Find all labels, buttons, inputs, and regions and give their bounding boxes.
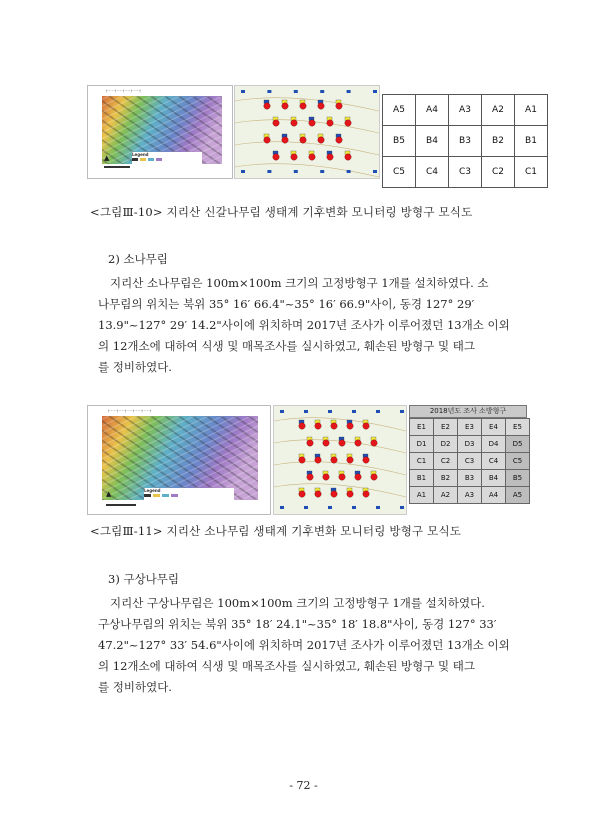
grid-cell: E3 [458, 419, 482, 436]
grid-cell: C1 [410, 453, 434, 470]
flag-icon [241, 170, 245, 173]
plot-marker [355, 474, 361, 480]
plot-marker [336, 103, 342, 109]
north-arrow-icon: ▲ [104, 154, 110, 162]
flag-icon [347, 170, 351, 173]
plot-marker [299, 491, 305, 497]
section2-line: 를 정비하였다. [98, 360, 172, 374]
plot-marker [323, 440, 329, 446]
plot-marker [300, 137, 306, 143]
grid-cell: B1 [410, 470, 434, 487]
plot-marker [331, 491, 337, 497]
grid-cell: C2 [434, 453, 458, 470]
flag-icon [400, 506, 404, 509]
section3-line: 를 정비하였다. [98, 680, 172, 694]
grid-cell: B5 [383, 126, 416, 157]
plot-marker [299, 423, 305, 429]
plot-marker [363, 423, 369, 429]
grid-row [410, 487, 530, 504]
grid-cell: E5 [506, 419, 530, 436]
plot-marker [299, 457, 305, 463]
grid-cell: A2 [482, 95, 515, 126]
plot-marker [347, 457, 353, 463]
plot-marker [331, 457, 337, 463]
plot-marker [339, 440, 345, 446]
grid-cell: A3 [458, 487, 482, 504]
grid-cell: E2 [434, 419, 458, 436]
figure2-grid-title: 2018년도 조사 소방형구 [409, 405, 527, 418]
plot-marker [315, 457, 321, 463]
plot-marker [345, 120, 351, 126]
flag-icon [400, 410, 404, 413]
grid-cell: D3 [458, 436, 482, 453]
grid-cell: A4 [416, 95, 449, 126]
flag-icon [294, 170, 298, 173]
grid-cell: B2 [482, 126, 515, 157]
map-top-ticks: ┼ ─ ─ ┼ ─ ─ ┼ ─ ─ ┼ ─ ─ ┼ [106, 89, 141, 93]
grid-row [410, 470, 530, 487]
grid-cell: A2 [434, 487, 458, 504]
figure1-terrain-map [87, 85, 233, 179]
plot-marker [323, 474, 329, 480]
section2-paragraph [98, 273, 510, 378]
plot-marker [273, 120, 279, 126]
plot-marker [347, 423, 353, 429]
figure2-quadrat-grid [409, 418, 530, 504]
flag-icon [376, 410, 380, 413]
plot-marker [264, 137, 270, 143]
grid-cell: B3 [458, 470, 482, 487]
plot-marker [291, 120, 297, 126]
grid-cell: C3 [458, 453, 482, 470]
plot-marker [363, 491, 369, 497]
plot-marker [264, 103, 270, 109]
grid-row [383, 157, 548, 188]
grid-cell: A1 [410, 487, 434, 504]
figure1-quadrat-grid [382, 94, 548, 188]
flag-icon [347, 90, 351, 93]
plot-marker [371, 440, 377, 446]
grid-cell: A3 [449, 95, 482, 126]
page-number: - 72 - [289, 779, 318, 792]
plot-marker [331, 423, 337, 429]
plot-marker [339, 474, 345, 480]
plot-marker [273, 154, 279, 160]
section3-heading: 3) 구상나무림 [108, 572, 180, 586]
flag-icon [241, 90, 245, 93]
map-scale-bar [106, 504, 136, 506]
grid-cell: C4 [482, 453, 506, 470]
plot-marker [347, 491, 353, 497]
flag-icon [280, 506, 284, 509]
figure2-plot-layout [273, 405, 407, 515]
grid-cell: B5 [506, 470, 530, 487]
flag-icon [304, 506, 308, 509]
plot-marker [282, 137, 288, 143]
plot-marker [318, 103, 324, 109]
flag-icon [267, 170, 271, 173]
flag-icon [352, 506, 356, 509]
flag-icon [294, 90, 298, 93]
figure2-caption: <그림Ⅲ-11> 지리산 소나무림 생태계 기후변화 모니터링 방형구 모식도 [90, 524, 462, 538]
plot-marker [345, 154, 351, 160]
plot-marker [291, 154, 297, 160]
grid-cell: B3 [449, 126, 482, 157]
plot-marker [363, 457, 369, 463]
grid-cell: D2 [434, 436, 458, 453]
figure1-caption: <그림Ⅲ-10> 지리산 신갈나무림 생태계 기후변화 모니터링 방형구 모식도 [90, 205, 473, 219]
flag-icon [373, 170, 377, 173]
section2-line: 의 12개소에 대하여 식생 및 매목조사를 실시하였고, 훼손된 방형구 및 태그 [98, 339, 476, 353]
plot-marker [336, 137, 342, 143]
grid-cell: C1 [515, 157, 548, 188]
flag-icon [328, 410, 332, 413]
plot-marker [309, 120, 315, 126]
contour-line [235, 120, 379, 133]
section2-line: 13.9"~127° 29′ 14.2"사이에 위치하며 2017년 조사가 이루어졌던 13개소 이외 [98, 318, 510, 332]
contour-line [274, 418, 406, 431]
contour-line [274, 484, 406, 497]
contour-line [235, 98, 379, 111]
plot-marker [318, 137, 324, 143]
grid-cell: E1 [410, 419, 434, 436]
north-arrow-icon: ▲ [106, 490, 112, 498]
plot-marker [307, 440, 313, 446]
plot-marker [315, 491, 321, 497]
flag-icon [352, 410, 356, 413]
grid-cell: D4 [482, 436, 506, 453]
grid-cell: A4 [482, 487, 506, 504]
grid-cell: B1 [515, 126, 548, 157]
section3-line: 47.2"~127° 33′ 54.6"사이에 위치하며 2017년 조사가 이루어졌던 13개소 이외 [98, 638, 510, 652]
plot-marker [307, 474, 313, 480]
grid-row [410, 419, 530, 436]
map-top-ticks: ┼ ─ ─ ┼ ─ ─ ┼ ─ ─ ┼ ─ ─ ┼ ─ ─ ┼ [108, 409, 152, 413]
flag-icon [320, 90, 324, 93]
grid-cell: B2 [434, 470, 458, 487]
section2-line: 나무림의 위치는 북위 35° 16′ 66.4"~35° 16′ 66.9"사이, 동경 127° 29′ [98, 297, 475, 311]
plot-marker [327, 120, 333, 126]
grid-cell: C4 [416, 157, 449, 188]
map-legend [144, 488, 234, 510]
section3-line: 의 12개소에 대하여 식생 및 매목조사를 실시하였고, 훼손된 방형구 및 태그 [98, 659, 476, 673]
grid-cell: E4 [482, 419, 506, 436]
grid-cell: C5 [383, 157, 416, 188]
grid-cell: A5 [383, 95, 416, 126]
flag-icon [373, 90, 377, 93]
contour-line [235, 164, 379, 177]
flag-icon [304, 410, 308, 413]
section3-line: 구상나무림의 위치는 북위 35° 18′ 24.1"~35° 18′ 18.8"사이, 동경 127° 33′ [98, 617, 497, 631]
grid-row [410, 436, 530, 453]
map-legend [132, 152, 202, 172]
section3-line: 지리산 구상나무림은 100m×100m 크기의 고정방형구 1개를 설치하였다. [110, 596, 485, 610]
plot-marker [327, 154, 333, 160]
grid-cell: C5 [506, 453, 530, 470]
grid-cell: A5 [506, 487, 530, 504]
grid-cell: A1 [515, 95, 548, 126]
grid-cell: C3 [449, 157, 482, 188]
flag-icon [376, 506, 380, 509]
plot-marker [300, 103, 306, 109]
flag-icon [328, 506, 332, 509]
grid-cell: B4 [482, 470, 506, 487]
map-legend-title: Legend [144, 488, 161, 493]
grid-row [383, 95, 548, 126]
contour-line [235, 142, 379, 155]
section2-heading: 2) 소나무림 [108, 252, 168, 266]
flag-icon [280, 410, 284, 413]
plot-marker [371, 474, 377, 480]
grid-cell: B4 [416, 126, 449, 157]
map-legend-title: Legend [132, 152, 149, 157]
figure2-terrain-map [87, 405, 271, 515]
plot-marker [315, 423, 321, 429]
map-scale-bar [104, 166, 130, 168]
plot-marker [355, 440, 361, 446]
plot-marker [282, 103, 288, 109]
section2-line: 지리산 소나무림은 100m×100m 크기의 고정방형구 1개를 설치하였다. 소 [110, 276, 489, 290]
grid-cell: D5 [506, 436, 530, 453]
grid-cell: D1 [410, 436, 434, 453]
figure1-plot-layout [234, 85, 380, 179]
grid-cell: C2 [482, 157, 515, 188]
grid-row [410, 453, 530, 470]
flag-icon [267, 90, 271, 93]
section3-paragraph [98, 593, 510, 698]
flag-icon [320, 170, 324, 173]
plot-marker [309, 154, 315, 160]
grid-row [383, 126, 548, 157]
